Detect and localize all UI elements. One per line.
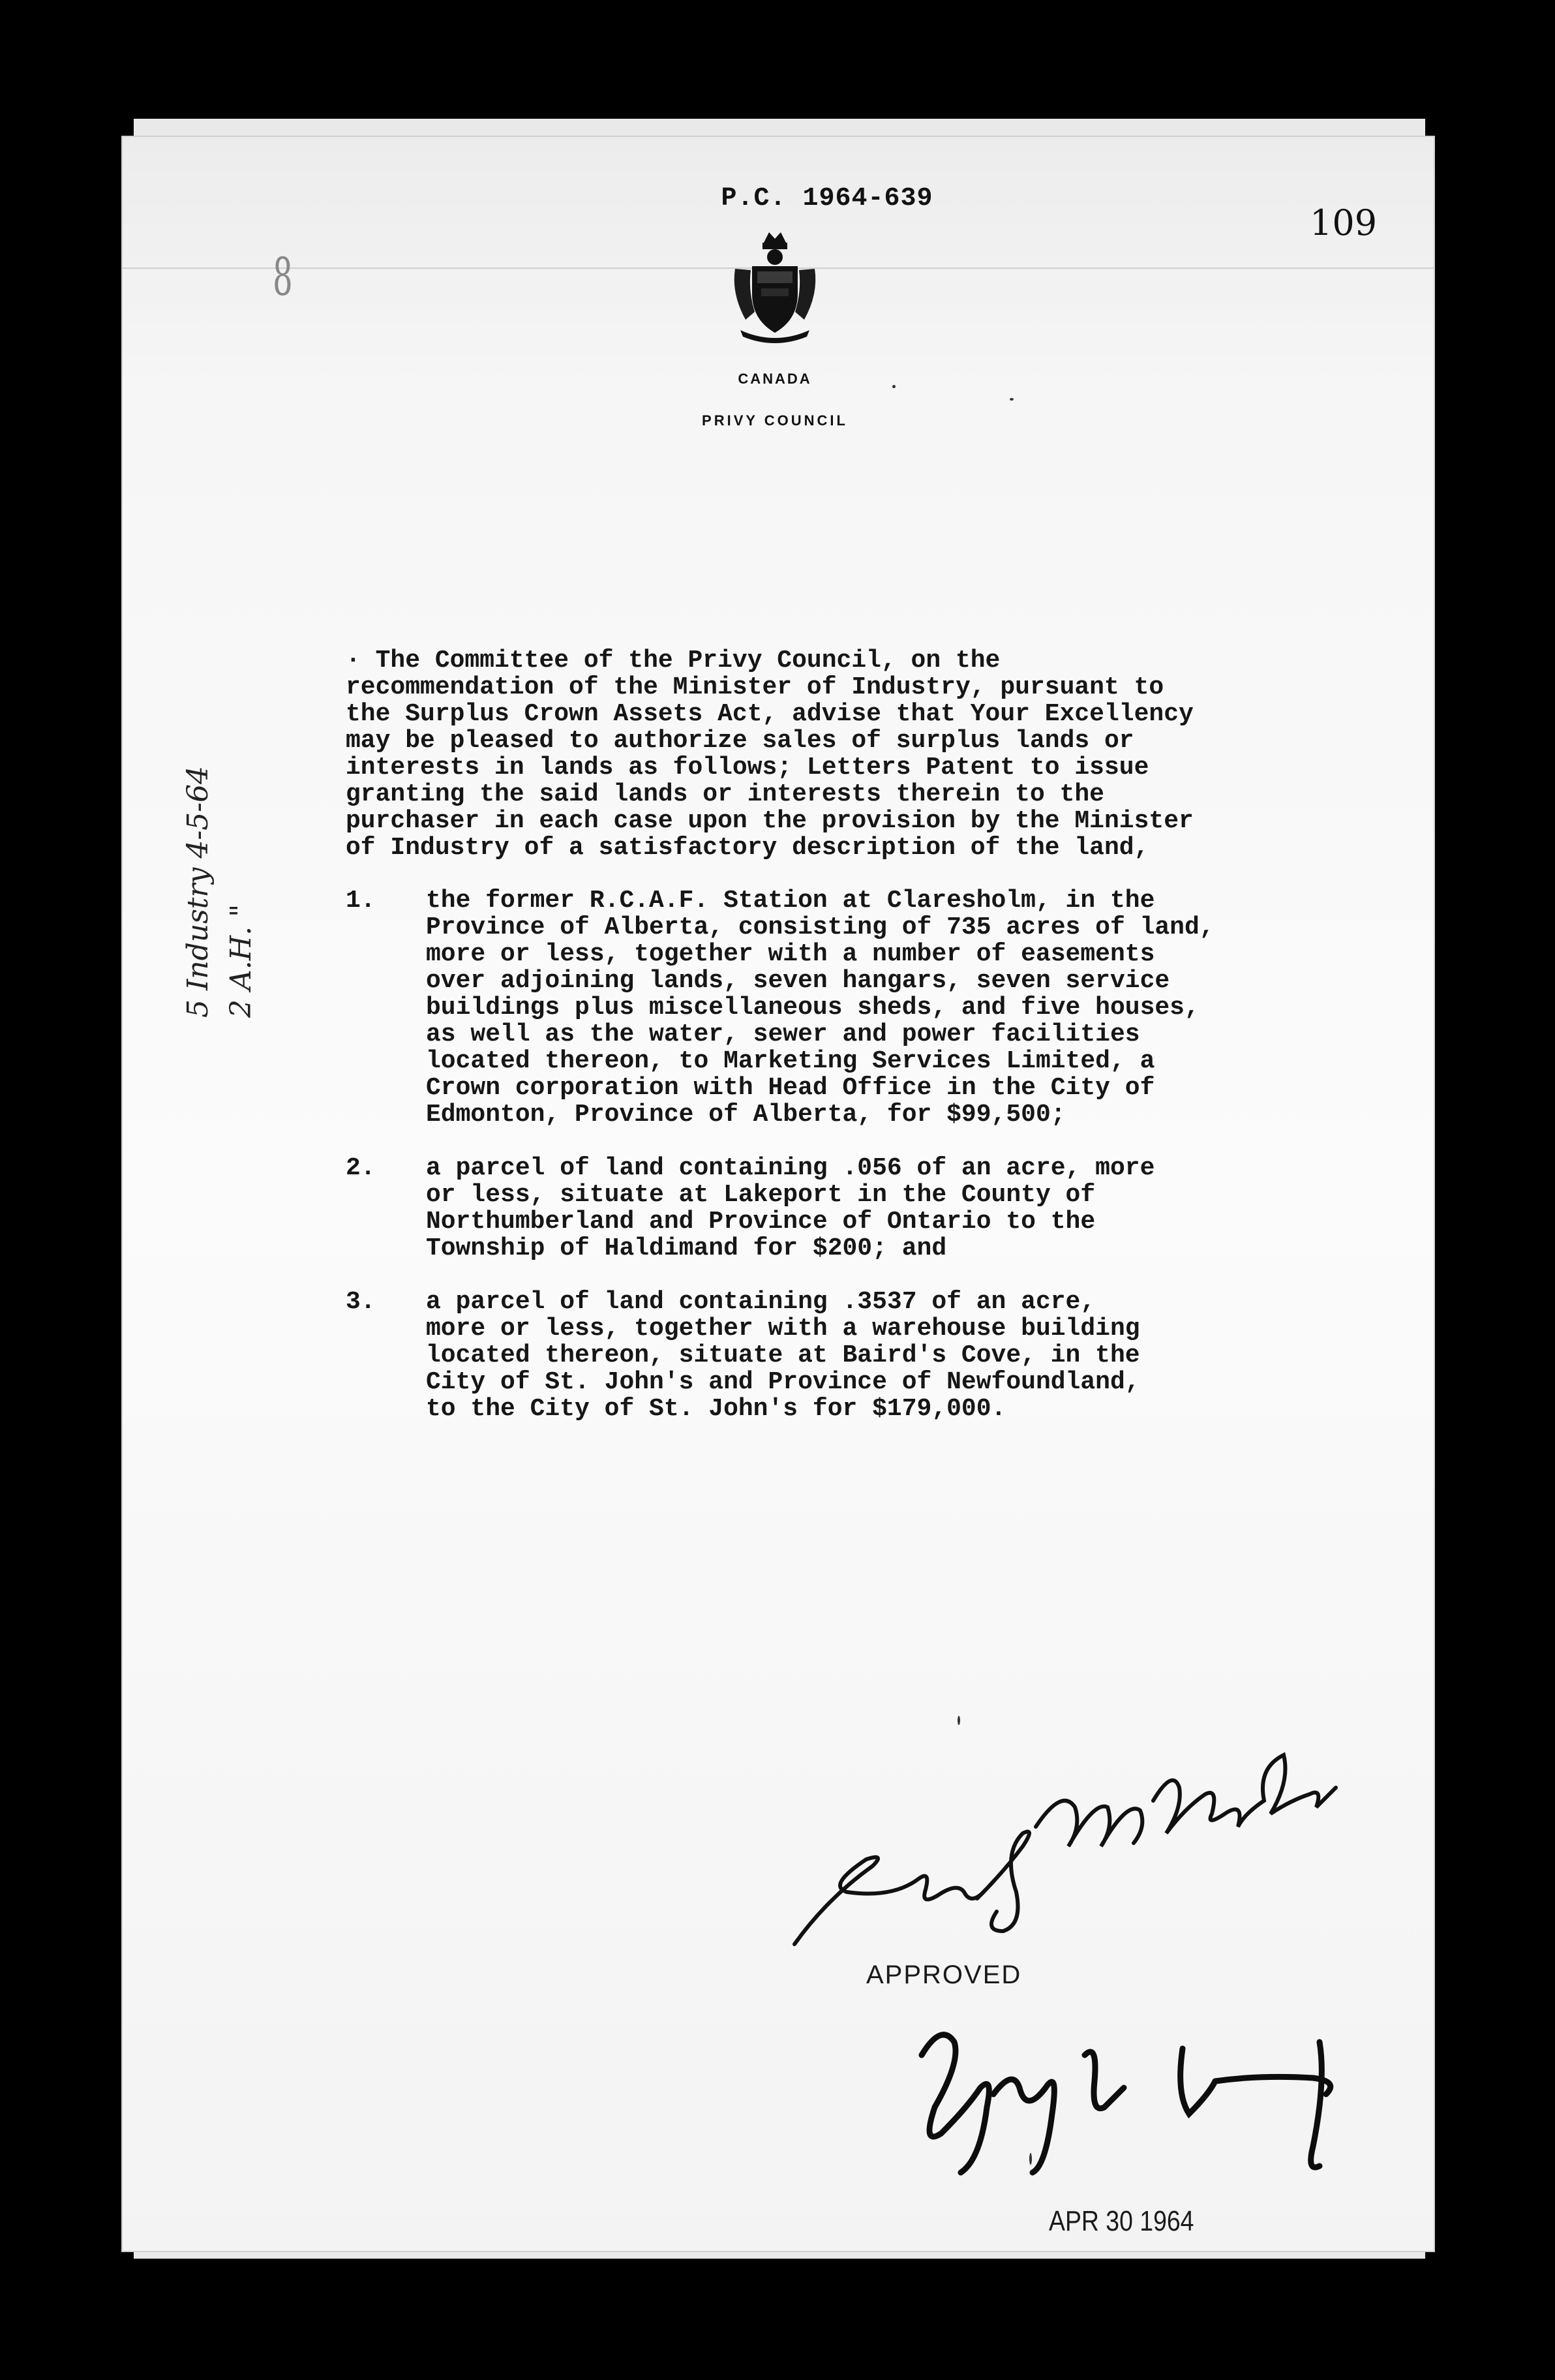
item-number: 3. — [346, 1288, 376, 1316]
margin-note-line-1: 5 Industry 4-5-64 — [181, 765, 215, 1018]
document-page — [123, 137, 1434, 2251]
approved-label: APPROVED — [866, 1960, 1022, 1989]
handwritten-margin-note — [181, 765, 390, 1298]
order-number: P.C. 1964-639 — [721, 184, 933, 213]
approval-date-stamp: APR 30 1964 — [1049, 2205, 1194, 2237]
item-number: 1. — [346, 887, 376, 915]
list-item — [346, 1155, 1389, 1262]
item-text: the former R.C.A.F. Station at Claresholm, in the Province of Alberta, consisting of 735 acres of land, more or less, together with a number of easements over adjoining lands, seven hangars, seven service buildings plus miscellaneous sheds, and five houses, as well as the water, sewer and power facilities located thereon, to Marketing Services Limited, a Crown corporation with Head Office in the City of Edmonton, Province of Alberta, for $99,500; — [426, 887, 1215, 1129]
second-signature — [896, 2016, 1417, 2186]
paper-speck — [892, 385, 896, 388]
sales-list — [346, 887, 1389, 1449]
margin-note-line-2: 2 A.H. " — [224, 904, 258, 1018]
page-number: 109 — [1310, 202, 1378, 243]
list-item — [346, 887, 1389, 1128]
paper-speck — [1010, 398, 1014, 401]
margin-mark: 8 — [273, 247, 293, 307]
item-number: 2. — [346, 1154, 376, 1182]
paper-speck — [1029, 2153, 1032, 2165]
council-label: PRIVY COUNCIL — [702, 412, 848, 429]
coat-of-arms-icon — [726, 228, 824, 346]
item-text: a parcel of land containing .056 of an acre, more or less, situate at Lakeport in the County of Northumberland and Province of Ontario to the Township of Haldimand for $200; and — [426, 1154, 1155, 1262]
item-text: a parcel of land containing .3537 of an acre, more or less, together with a warehouse building located thereon, situate at Baird's Cove, in the City of St. John's and Province of Newfoundland, to the City of St. John's for $179,000. — [426, 1288, 1140, 1423]
paper-speck — [958, 1716, 960, 1725]
intro-paragraph: · The Committee of the Privy Council, on the recommendation of the Minister of Industry, pursuant to the Surplus Crown Assets Act, advise that Your Excellency may be pleased to authorize sales of surplus lands or interests in lands as follows; Letters Patent to issue granting the said lands or interests therein to the purchaser in each case upon the provision by the Minister of Industry of a satisfactory description of the land, — [346, 647, 1194, 862]
first-signature — [788, 1729, 1375, 1977]
country-label: CANADA — [738, 371, 812, 387]
list-item — [346, 1289, 1389, 1422]
